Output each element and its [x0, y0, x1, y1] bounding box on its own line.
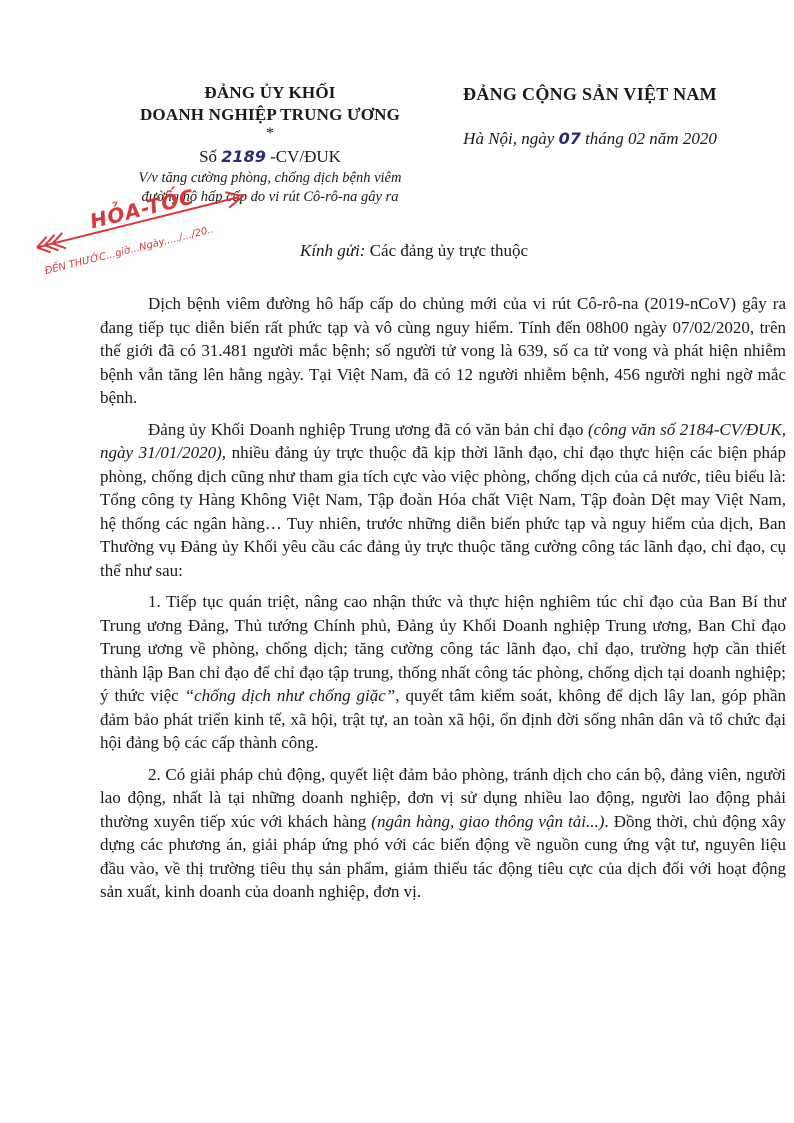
recipient-line [300, 240, 528, 262]
paragraph-2-text-a: Đảng ủy Khối Doanh nghiệp Trung ương đã có văn bản chỉ đạo [148, 419, 584, 439]
document-number [100, 146, 440, 168]
paragraph-3-quote: “chống dịch như chống giặc” [184, 686, 396, 705]
paragraph-2-citation: (công văn số 2184-CV/ĐUK, ngày 31/01/2020) [100, 419, 786, 462]
subject-line2: đường hô hấp cấp do vi rút Cô-rô-na gây ra [141, 189, 399, 205]
paragraph-3-text-b: , quyết tâm kiểm soát, không để dịch lây lan, góp phần đảm bảo phát triển kinh tế, xã hội, trật tự, an toàn xã hội, ổn định đời sống nhân dân và tổ chức đại hội đảng bộ các cấp thành công. [100, 686, 786, 752]
document-number-suffix: -CV/ĐUK [270, 147, 341, 166]
paragraph-4-text-a: 2. Có giải pháp chủ động, quyết liệt đảm bảo phòng, tránh dịch cho cán bộ, đảng viên, người lao động, nhất là tại những doanh nghiệp, đơn vị sử dụng nhiều lao động, người lao động phải thường xuyên tiếp xúc với khách hàng [100, 764, 786, 831]
paragraph-4-text-b: . Đồng thời, chủ động xây dựng các phương án, giải pháp ứng phó với các biến động về nguồn cung ứng vật tư, nguyên liệu đầu vào, về thị trường tiêu thụ sản phẩm, giảm thiểu tác động tiêu cực của dịch đối với hoạt động sản xuất, kinh doanh của doanh nghiệp, đơn vị. [100, 811, 786, 901]
paragraph-4-examples: (ngân hàng, giao thông vận tải...) [371, 811, 605, 831]
recipient-value: Các đảng ủy trực thuộc [369, 241, 529, 260]
stamp-main-text: HỎA-TỐC [87, 184, 198, 234]
paragraph-2 [100, 418, 786, 583]
party-name: ĐẢNG CỘNG SẢN VIỆT NAM [463, 84, 717, 104]
date-line [440, 128, 740, 150]
subject-line1: V/v tăng cường phòng, chống dịch bệnh viêm [138, 170, 402, 186]
date-suffix: tháng 02 năm 2020 [585, 129, 717, 148]
paragraph-4 [100, 763, 786, 904]
issuer-name-line2: DOANH NGHIỆP TRUNG ƯƠNG [139, 105, 401, 124]
document-body [100, 292, 786, 912]
national-block [440, 82, 740, 150]
paragraph-1: Dịch bệnh viêm đường hô hấp cấp do chủng mới của vi rút Cô-rô-na (2019-nCoV) gây ra đang tiếp tục diễn biến rất phức tạp và vô cùng nguy hiểm. Tính đến 08h00 ngày 07/02/2020, trên thế giới đã có 31.481 người mắc bệnh; số người tử vong là 639, số ca tử vong và phát hiện nhiễm bệnh vẫn tăng lên hằng ngày. Tại Việt Nam, đã có 12 người nhiễm bệnh, 456 người nghi ngờ mắc bệnh. [100, 294, 786, 407]
date-prefix: Hà Nội, ngày [463, 129, 555, 148]
recipient-label: Kính gửi: [300, 241, 366, 260]
document-number-handwritten: 2189 [221, 147, 266, 166]
separator-star: * [266, 125, 274, 142]
document-number-prefix: Số [199, 147, 218, 166]
stamp-sub-text: ĐẾN THƯỚC...giờ...Ngày...../.../20.. [43, 224, 215, 278]
issuer-name-line1: ĐẢNG ỦY KHỐI [204, 83, 336, 102]
date-day-handwritten: 07 [558, 129, 581, 148]
paragraph-2-text-b: , nhiều đảng ủy trực thuộc đã kịp thời lãnh đạo, chỉ đạo thực hiện các biện pháp phòng, chống dịch cũng như tham gia tích cực vào việc phòng, chống dịch của cả nước, tiêu biểu là: Tổng công ty Hàng Không Việt Nam, Tập đoàn Hóa chất Việt Nam, Tập đoàn Dệt may Việt Nam, hệ thống các ngân hàng… Tuy nhiên, trước những diễn biến phức tạp và nguy hiểm của dịch, Ban Thường vụ Đảng ủy Khối yêu cầu các đảng ủy trực thuộc tăng cường công tác lãnh đạo, chỉ đạo, cụ thể như sau: [100, 443, 787, 580]
paragraph-3 [100, 590, 786, 755]
paragraph-3-text-a: 1. Tiếp tục quán triệt, nâng cao nhận thức và thực hiện nghiêm túc chỉ đạo của Ban Bí thư Trung ương Đảng, Thủ tướng Chính phủ, Đảng ủy Khối Doanh nghiệp Trung ương, Ban Chỉ đạo Trung ương về phòng, chống dịch; tăng cường công tác lãnh đạo, chỉ đạo, trường hợp cần thiết thành lập Ban chỉ đạo để chỉ đạo tập trung, thống nhất công tác phòng, chống dịch tại doanh nghiệp; ý thức việc [100, 592, 786, 705]
